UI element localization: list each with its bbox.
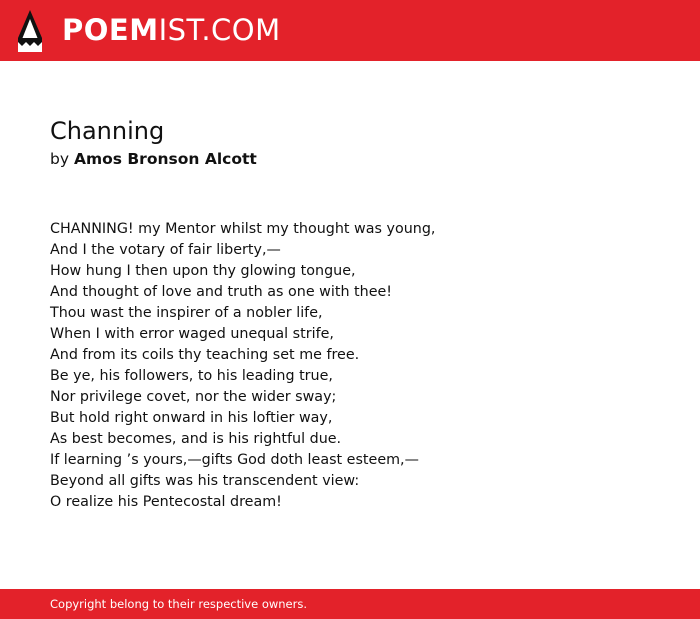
poem-line: How hung I then upon thy glowing tongue, [50,263,356,279]
poem-author: Amos Bronson Alcott [73,150,257,168]
logo-bold-part: POEM [62,13,159,47]
poem-line: Be ye, his followers, to his leading true, [50,368,333,384]
copyright-notice: Copyright belong to their respective owners. [50,597,308,611]
poem-line: If learning ’s yours,—gifts God doth least esteem,— [50,452,419,468]
pencil-logo-icon[interactable] [18,10,42,52]
site-header [0,0,700,61]
poem-line: As best becomes, and is his rightful due. [50,431,342,447]
site-logo-text[interactable] [62,12,281,48]
logo-light-part: IST.COM [158,13,281,47]
poem-line: Beyond all gifts was his transcendent view: [50,473,360,489]
site-footer [0,589,700,619]
poem-line: When I with error waged unequal strife, [50,326,334,342]
poem-byline [50,149,257,169]
poem-line: Thou wast the inspirer of a nobler life, [50,305,323,321]
poem-line: O realize his Pentecostal dream! [50,494,282,510]
poem-title: Channing [50,117,165,145]
poem-line: And thought of love and truth as one with thee! [50,284,393,300]
poem-line: And I the votary of fair liberty,— [50,242,281,258]
poem-line: But hold right onward in his loftier way, [50,410,333,426]
poem-line: And from its coils thy teaching set me free. [50,347,360,363]
poem-line: CHANNING! my Mentor whilst my thought was young, [50,221,436,237]
by-label: by [50,150,70,168]
poem-body [50,219,435,513]
poem-line: Nor privilege covet, nor the wider sway; [50,389,337,405]
